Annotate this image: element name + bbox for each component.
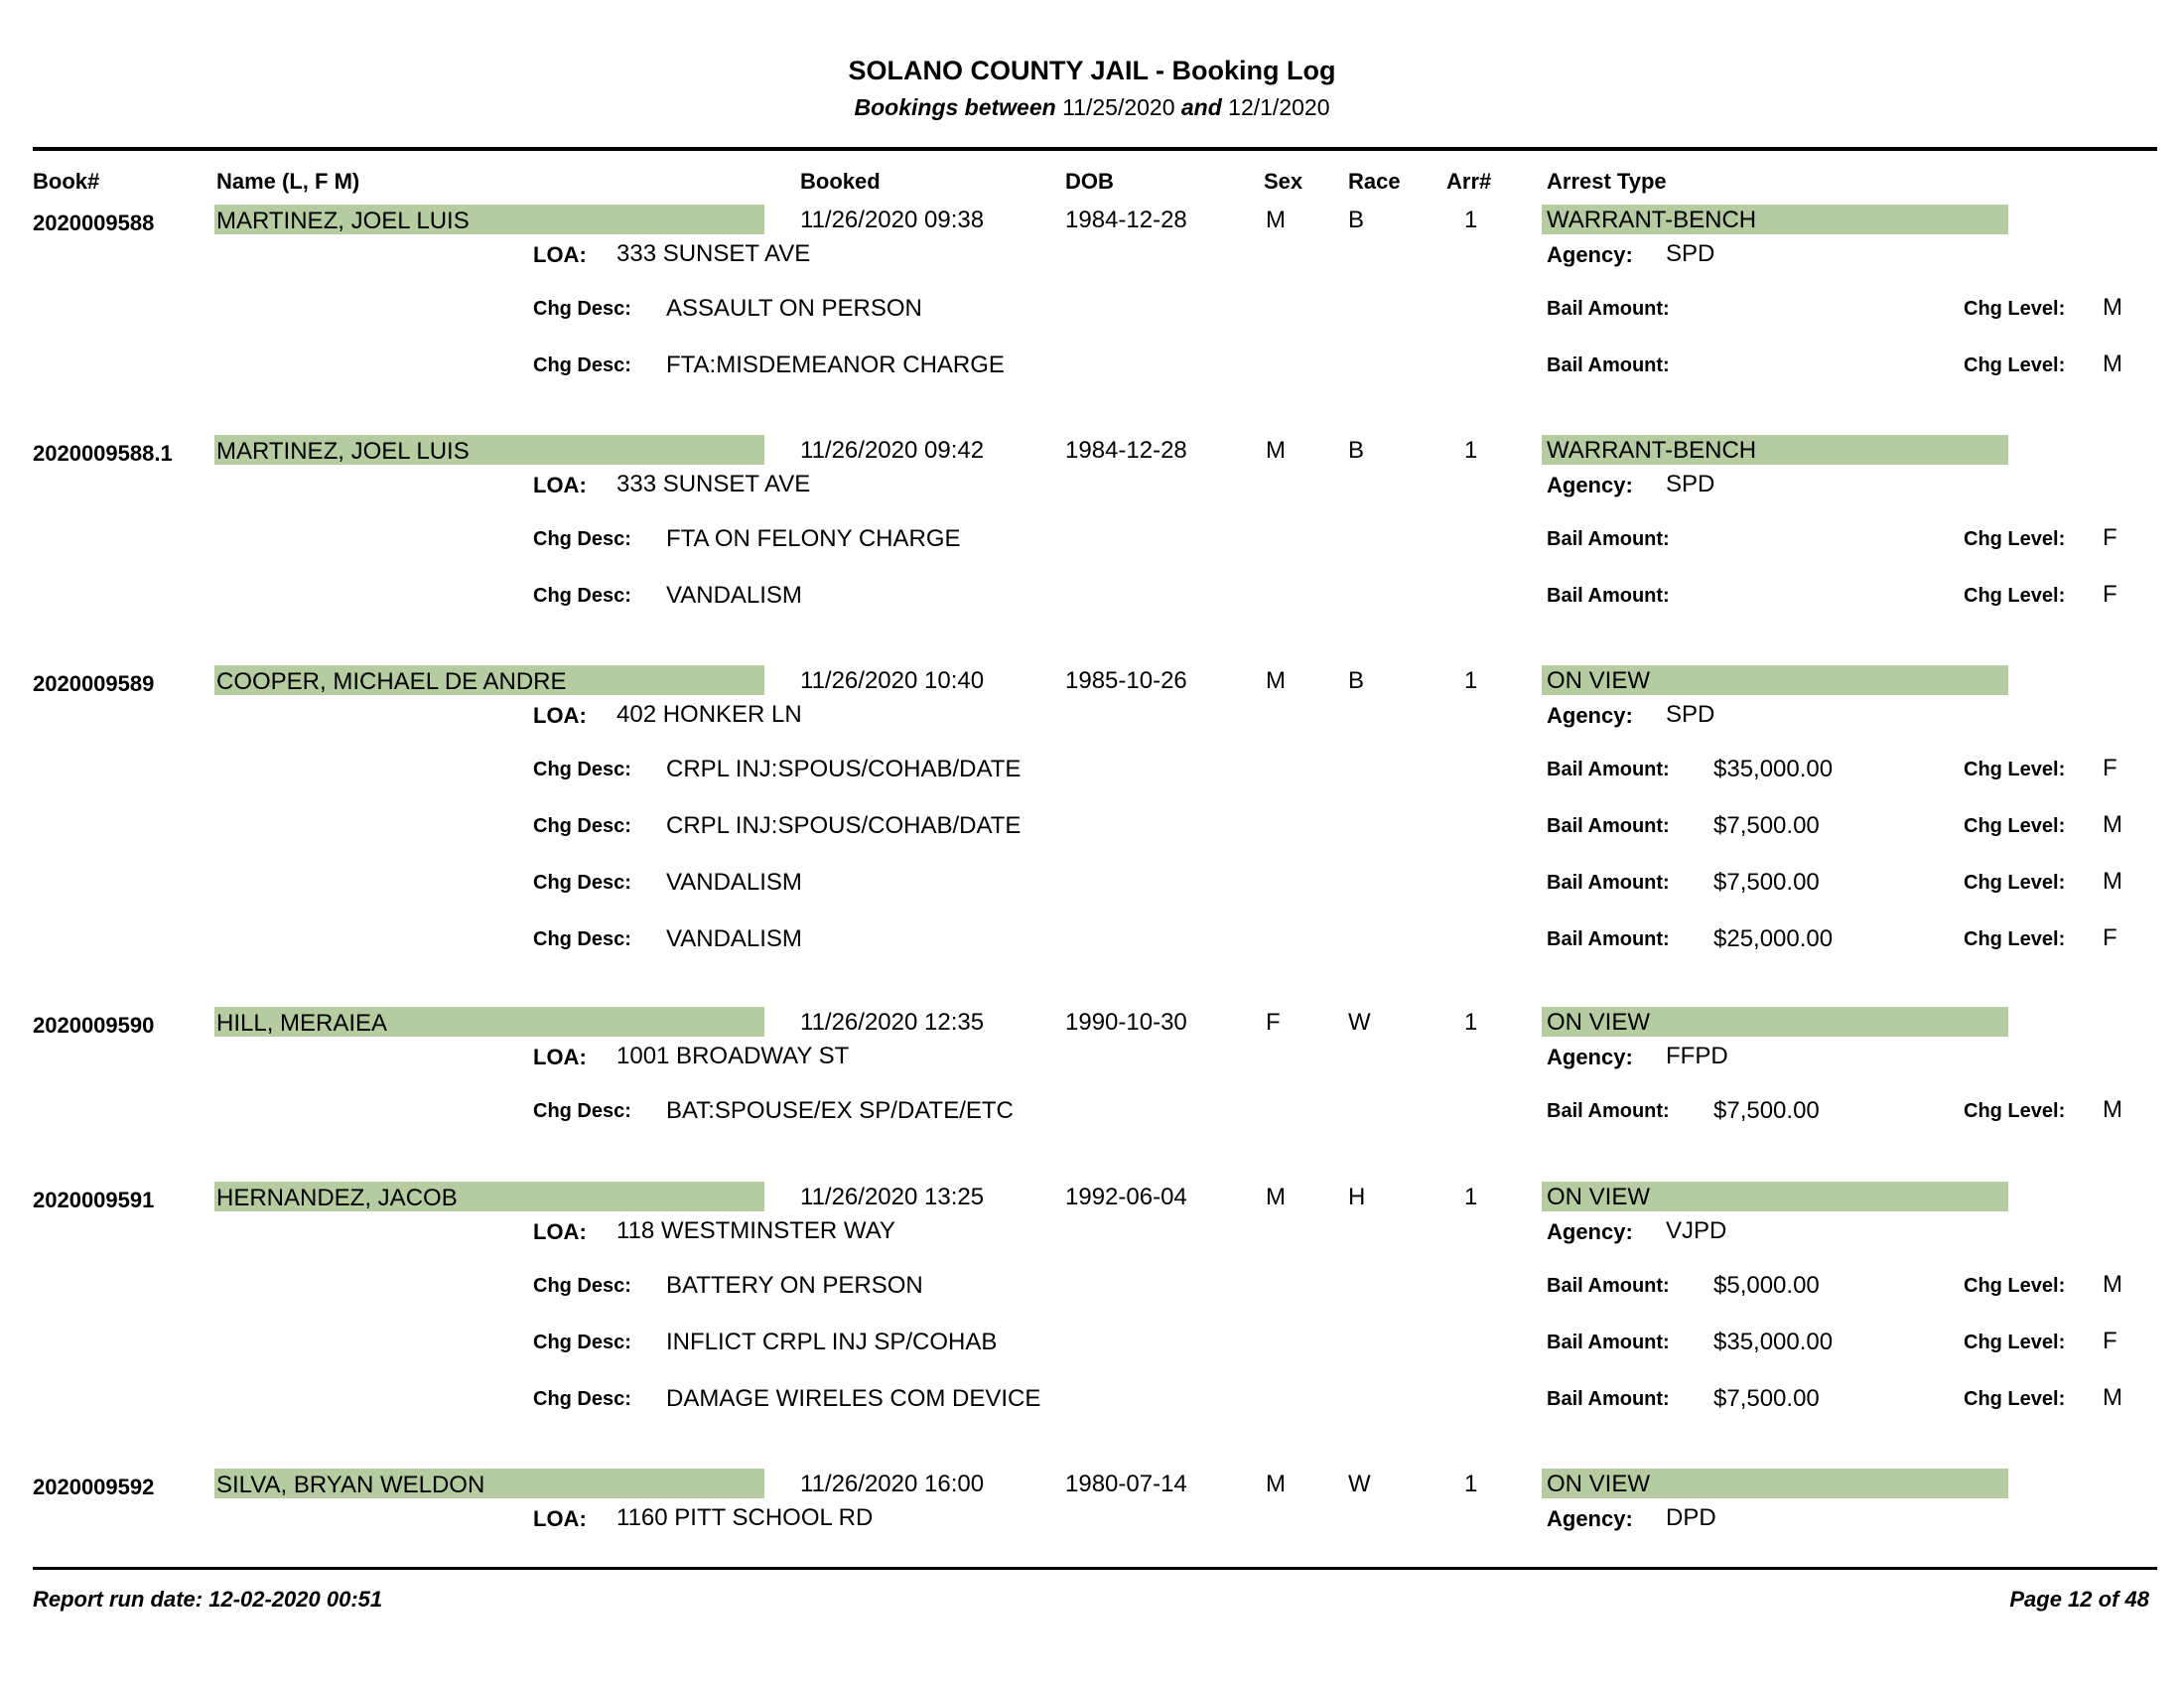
bail-amount: $35,000.00 [1713, 756, 1834, 782]
charge-description: ASSAULT ON PERSON [666, 295, 922, 322]
charge-desc-label: Chg Desc: [533, 298, 631, 320]
arrest-count: 1 [1464, 207, 1478, 233]
inmate-name: HILL, MERAIEA [216, 1010, 388, 1037]
charge-level: F [2103, 581, 2117, 608]
bail-amount-label: Bail Amount: [1547, 1275, 1670, 1297]
sex-value: M [1266, 1184, 1286, 1210]
bail-amount: $7,500.00 [1713, 869, 1820, 896]
charge-level-label: Chg Level: [1964, 815, 2066, 837]
loa-address: 1001 BROADWAY ST [616, 1043, 850, 1069]
race-value: W [1348, 1471, 1371, 1497]
loa-label: LOA: [533, 473, 587, 497]
charge-description: CRPL INJ:SPOUS/COHAB/DATE [666, 812, 1022, 839]
arrest-count: 1 [1464, 1009, 1478, 1036]
charge-description: DAMAGE WIRELES COM DEVICE [666, 1385, 1041, 1412]
charge-desc-label: Chg Desc: [533, 528, 631, 550]
booked-datetime: 11/26/2020 13:25 [800, 1184, 985, 1210]
loa-label: LOA: [533, 1506, 587, 1531]
inmate-name: SILVA, BRYAN WELDON [216, 1472, 485, 1498]
date-of-birth: 1985-10-26 [1065, 667, 1187, 694]
charge-desc-label: Chg Desc: [533, 759, 631, 780]
arrest-count: 1 [1464, 1471, 1478, 1497]
charge-desc-label: Chg Desc: [533, 928, 631, 950]
arrest-type: ON VIEW [1547, 1184, 1651, 1210]
agency-label: Agency: [1547, 473, 1633, 497]
charge-description: CRPL INJ:SPOUS/COHAB/DATE [666, 756, 1022, 782]
agency-label: Agency: [1547, 1506, 1633, 1531]
charge-level-label: Chg Level: [1964, 585, 2066, 607]
charge-desc-label: Chg Desc: [533, 1100, 631, 1122]
charge-level: M [2103, 811, 2122, 838]
inmate-name: MARTINEZ, JOEL LUIS [216, 438, 470, 465]
arrest-count: 1 [1464, 437, 1478, 464]
col-header-dob: DOB [1065, 169, 1114, 194]
inmate-name: HERNANDEZ, JACOB [216, 1185, 458, 1211]
footer-divider [33, 1567, 2157, 1570]
charge-level-label: Chg Level: [1964, 528, 2066, 550]
header-divider [33, 147, 2157, 151]
loa-label: LOA: [533, 703, 587, 728]
date-of-birth: 1992-06-04 [1065, 1184, 1187, 1210]
charge-desc-label: Chg Desc: [533, 1332, 631, 1353]
agency-value: FFPD [1666, 1043, 1728, 1069]
date-of-birth: 1984-12-28 [1065, 437, 1187, 464]
charge-level-label: Chg Level: [1964, 1388, 2066, 1410]
subtitle-and: and [1180, 94, 1222, 120]
bail-amount-label: Bail Amount: [1547, 759, 1670, 780]
bail-amount: $7,500.00 [1713, 1097, 1820, 1124]
report-run-date: Report run date: 12-02-2020 00:51 [33, 1587, 383, 1612]
race-value: B [1348, 437, 1365, 464]
end-date: 12/1/2020 [1228, 94, 1330, 120]
bail-amount: $25,000.00 [1713, 925, 1834, 952]
agency-value: DPD [1666, 1504, 1716, 1531]
charge-desc-label: Chg Desc: [533, 1388, 631, 1410]
date-of-birth: 1990-10-30 [1065, 1009, 1187, 1036]
race-value: B [1348, 667, 1365, 694]
charge-level-label: Chg Level: [1964, 1275, 2066, 1297]
bail-amount-label: Bail Amount: [1547, 528, 1670, 550]
inmate-name: COOPER, MICHAEL DE ANDRE [216, 668, 567, 695]
booking-number: 2020009589 [33, 671, 155, 696]
bail-amount-label: Bail Amount: [1547, 1388, 1670, 1410]
charge-description: VANDALISM [666, 582, 802, 609]
col-header-sex: Sex [1264, 169, 1303, 194]
agency-label: Agency: [1547, 242, 1633, 267]
charge-desc-label: Chg Desc: [533, 1275, 631, 1297]
race-value: B [1348, 207, 1365, 233]
charge-level: F [2103, 524, 2117, 551]
charge-level: M [2103, 1384, 2122, 1411]
charge-description: FTA ON FELONY CHARGE [666, 525, 961, 552]
charge-level: F [2103, 924, 2117, 951]
col-header-name: Name (L, F M) [216, 169, 360, 194]
sex-value: M [1266, 437, 1286, 464]
loa-label: LOA: [533, 242, 587, 267]
report-title: SOLANO COUNTY JAIL - Booking Log [848, 56, 1336, 85]
charge-level: F [2103, 755, 2117, 781]
arrest-type: ON VIEW [1547, 667, 1651, 694]
charge-level-label: Chg Level: [1964, 354, 2066, 376]
race-value: H [1348, 1184, 1366, 1210]
agency-label: Agency: [1547, 1045, 1633, 1069]
date-of-birth: 1980-07-14 [1065, 1471, 1187, 1497]
bail-amount: $35,000.00 [1713, 1329, 1834, 1355]
agency-label: Agency: [1547, 703, 1633, 728]
loa-address: 118 WESTMINSTER WAY [616, 1217, 895, 1244]
col-header-booked: Booked [800, 169, 881, 194]
loa-label: LOA: [533, 1045, 587, 1069]
arrest-count: 1 [1464, 667, 1478, 694]
arrest-type: ON VIEW [1547, 1471, 1651, 1497]
bail-amount: $5,000.00 [1713, 1272, 1820, 1299]
subtitle-prefix: Bookings between [854, 94, 1056, 120]
charge-level: M [2103, 868, 2122, 895]
charge-level-label: Chg Level: [1964, 1332, 2066, 1353]
charge-level: M [2103, 1096, 2122, 1123]
booked-datetime: 11/26/2020 10:40 [800, 667, 985, 694]
charge-description: BATTERY ON PERSON [666, 1272, 923, 1299]
charge-level: M [2103, 351, 2122, 377]
arrest-count: 1 [1464, 1184, 1478, 1210]
sex-value: M [1266, 667, 1286, 694]
date-of-birth: 1984-12-28 [1065, 207, 1187, 233]
agency-value: SPD [1666, 240, 1715, 267]
race-value: W [1348, 1009, 1371, 1036]
bail-amount: $7,500.00 [1713, 1385, 1820, 1412]
loa-address: 333 SUNSET AVE [616, 240, 811, 267]
bail-amount-label: Bail Amount: [1547, 1332, 1670, 1353]
charge-description: VANDALISM [666, 925, 802, 952]
col-header-arr: Arr# [1446, 169, 1492, 194]
inmate-name: MARTINEZ, JOEL LUIS [216, 208, 470, 234]
charge-level-label: Chg Level: [1964, 1100, 2066, 1122]
col-header-book: Book# [33, 169, 100, 194]
report-subtitle [0, 94, 2184, 121]
col-header-race: Race [1348, 169, 1401, 194]
charge-description: BAT:SPOUSE/EX SP/DATE/ETC [666, 1097, 1014, 1124]
booking-number: 2020009588.1 [33, 441, 173, 466]
bail-amount-label: Bail Amount: [1547, 298, 1670, 320]
sex-value: F [1266, 1009, 1281, 1036]
loa-address: 333 SUNSET AVE [616, 471, 811, 497]
booked-datetime: 11/26/2020 09:38 [800, 207, 985, 233]
charge-level-label: Chg Level: [1964, 298, 2066, 320]
arrest-type: WARRANT-BENCH [1547, 207, 1757, 233]
loa-label: LOA: [533, 1219, 587, 1244]
loa-address: 402 HONKER LN [616, 701, 802, 728]
col-header-arrest-type: Arrest Type [1547, 169, 1667, 194]
charge-desc-label: Chg Desc: [533, 585, 631, 607]
charge-level: F [2103, 1328, 2117, 1354]
bail-amount-label: Bail Amount: [1547, 1100, 1670, 1122]
booked-datetime: 11/26/2020 09:42 [800, 437, 985, 464]
agency-value: SPD [1666, 701, 1715, 728]
charge-description: FTA:MISDEMEANOR CHARGE [666, 352, 1005, 378]
booking-number: 2020009592 [33, 1475, 155, 1499]
charge-description: INFLICT CRPL INJ SP/COHAB [666, 1329, 998, 1355]
bail-amount: $7,500.00 [1713, 812, 1820, 839]
bail-amount-label: Bail Amount: [1547, 928, 1670, 950]
charge-level-label: Chg Level: [1964, 759, 2066, 780]
agency-value: VJPD [1666, 1217, 1727, 1244]
bail-amount-label: Bail Amount: [1547, 585, 1670, 607]
charge-level: M [2103, 1271, 2122, 1298]
booked-datetime: 11/26/2020 12:35 [800, 1009, 985, 1036]
bail-amount-label: Bail Amount: [1547, 354, 1670, 376]
booking-number: 2020009588 [33, 211, 155, 235]
booking-number: 2020009591 [33, 1188, 155, 1212]
agency-value: SPD [1666, 471, 1715, 497]
start-date: 11/25/2020 [1062, 94, 1175, 120]
charge-desc-label: Chg Desc: [533, 354, 631, 376]
charge-desc-label: Chg Desc: [533, 815, 631, 837]
charge-level: M [2103, 294, 2122, 321]
booked-datetime: 11/26/2020 16:00 [800, 1471, 985, 1497]
booking-number: 2020009590 [33, 1013, 155, 1038]
page-number: Page 12 of 48 [2009, 1587, 2149, 1612]
loa-address: 1160 PITT SCHOOL RD [616, 1504, 874, 1531]
charge-desc-label: Chg Desc: [533, 872, 631, 894]
charge-level-label: Chg Level: [1964, 928, 2066, 950]
bail-amount-label: Bail Amount: [1547, 815, 1670, 837]
sex-value: M [1266, 207, 1286, 233]
arrest-type: WARRANT-BENCH [1547, 437, 1757, 464]
bail-amount-label: Bail Amount: [1547, 872, 1670, 894]
agency-label: Agency: [1547, 1219, 1633, 1244]
charge-level-label: Chg Level: [1964, 872, 2066, 894]
sex-value: M [1266, 1471, 1286, 1497]
arrest-type: ON VIEW [1547, 1009, 1651, 1036]
charge-description: VANDALISM [666, 869, 802, 896]
